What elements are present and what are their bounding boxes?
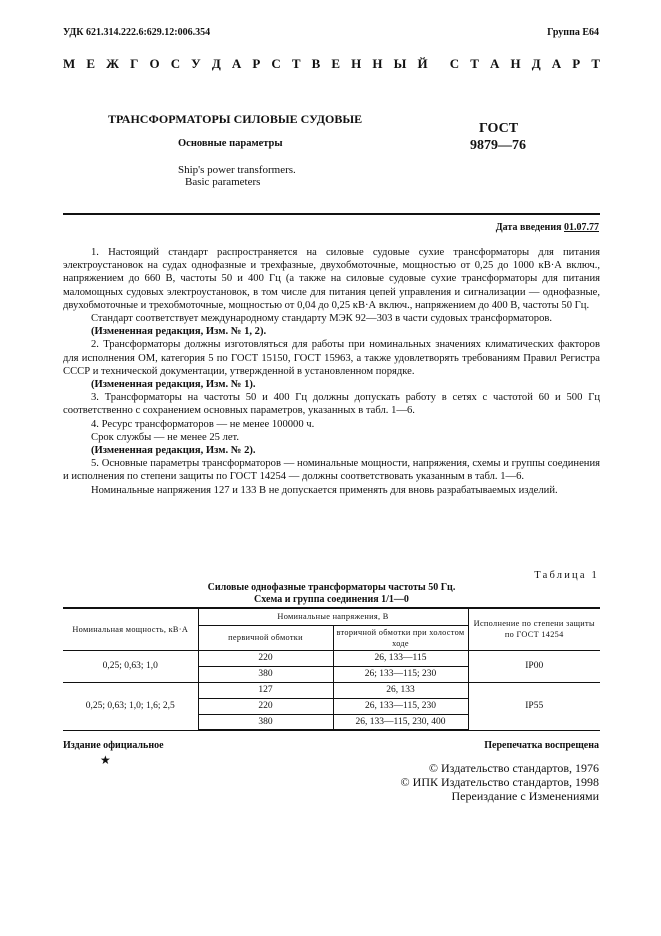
table-title-line-2: Схема и группа соединения 1/1—0 <box>254 594 409 605</box>
reprint-prohibited-note: Перепечатка воспрещена <box>484 740 599 751</box>
paragraph-4: 3. Трансформаторы на частоты 50 и 400 Гц должны допускать работу в сетях с частотой 60 и 500 Гц соответственно с сохранением основных параметров, указанных в табл. 1—6. <box>63 392 600 417</box>
table-label: Таблица 1 <box>534 570 599 581</box>
paragraph-3: 2. Трансформаторы должны изготовляться для работы при номинальных значениях климатических факторов для исполнения ОМ, категория 5 по ГОСТ 15150, ГОСТ 15963, а также удовлетворять требованиям Правил Регистра СССР и технической документации, утвержденной в установленном порядке. <box>63 339 600 377</box>
secondary-cell: 26; 133—115; 230 <box>333 666 468 682</box>
secondary-cell: 26, 133—115, 230, 400 <box>333 714 468 730</box>
header-voltages: Номинальные напряжения, В <box>198 608 468 625</box>
table-row <box>63 682 600 698</box>
primary-cell: 380 <box>198 666 333 682</box>
amendment-note-3: (Измененная редакция, Изм. № 2). <box>91 445 256 457</box>
paragraph-2: Стандарт соответствует международному стандарту МЭК 92—303 в части судовых трансформаторов. <box>91 313 553 325</box>
official-edition-note: Издание официальное <box>63 740 164 751</box>
table-1 <box>63 607 600 731</box>
header-power: Номинальная мощность, кВ·А <box>63 608 198 650</box>
introduction-date <box>496 222 599 233</box>
document-body <box>63 246 600 497</box>
paragraph-6: Срок службы — не менее 25 лет. <box>91 431 240 443</box>
primary-cell: 380 <box>198 714 333 730</box>
interstate-standard-banner: М Е Ж Г О С У Д А Р С Т В Е Н Н Ы Й С Т А Н Д А Р Т <box>63 56 600 71</box>
paragraph-7: 5. Основные параметры трансформаторов — номинальные мощности, напряжения, схемы и группы соединения и исполнения по степени защиты по ГОСТ 14254 — должны соответствовать указанным в табл. 1—6. <box>63 458 600 483</box>
power-cell: 0,25; 0,63; 1,0; 1,6; 2,5 <box>63 682 198 730</box>
secondary-cell: 26, 133 <box>333 682 468 698</box>
copyright-1998: © ИПК Издательство стандартов, 1998 <box>400 775 599 789</box>
primary-cell: 220 <box>198 698 333 714</box>
udk-code: УДК 621.314.222.6:629.12:006.354 <box>63 27 211 38</box>
primary-cell: 127 <box>198 682 333 698</box>
gost-number: 9879—76 <box>470 138 526 153</box>
protection-cell: IP00 <box>468 650 600 682</box>
english-title: Ship's power transformers. <box>178 164 296 176</box>
star-icon: ★ <box>100 753 111 767</box>
power-cell: 0,25; 0,63; 1,0 <box>63 650 198 682</box>
header-secondary: вторичной обмотки при холостом ходе <box>333 625 468 650</box>
english-subtitle: Basic parameters <box>185 176 261 188</box>
document-title: ТРАНСФОРМАТОРЫ СИЛОВЫЕ СУДОВЫЕ <box>108 112 363 126</box>
copyright-1976: © Издательство стандартов, 1976 <box>428 761 599 775</box>
paragraph-1: 1. Настоящий стандарт распространяется на силовые судовые сухие трансформаторы для питания электроустановок на судах однофазные и трехфазные, двухобмоточные, мощностью от 0,25 до 1000 кВ·А включ., напряжением до 660 В, частоты 50 и 400 Гц (а также на силовые судовые сухие трансформаторы для питания маломощных судовых электроустановок, в том числе для питания цепей управления и сигнализации — однофазные, двухобмоточные и трехобмоточные, мощностью от 0,04 до 0,25 кВ·А включ., напряжением до 400 В, частоты 50 Гц. <box>63 247 600 311</box>
gost-label: ГОСТ <box>479 121 519 136</box>
amendment-note-2: (Измененная редакция, Изм. № 1). <box>91 379 256 391</box>
protection-cell: IP55 <box>468 682 600 730</box>
header-protection: Исполнение по степени защиты по ГОСТ 14254 <box>468 608 600 650</box>
introduction-date-label: Дата введения <box>495 222 562 233</box>
amendment-note-1: (Измененная редакция, Изм. № 1, 2). <box>91 326 267 338</box>
table-title-line-1: Силовые однофазные трансформаторы частоты 50 Гц. <box>207 582 456 593</box>
secondary-cell: 26, 133—115, 230 <box>333 698 468 714</box>
document-subtitle: Основные параметры <box>178 138 283 149</box>
table-title <box>63 582 600 606</box>
paragraph-5: 4. Ресурс трансформаторов — не менее 100000 ч. <box>91 418 315 430</box>
group-code: Группа Е64 <box>547 27 599 38</box>
table-row <box>63 650 600 666</box>
header-divider <box>63 213 600 215</box>
secondary-cell: 26, 133—115 <box>333 650 468 666</box>
introduction-date-value: 01.07.77 <box>564 222 599 233</box>
paragraph-8: Номинальные напряжения 127 и 133 В не допускается применять для вновь разрабатываемых изделий. <box>91 484 558 496</box>
header-primary: первичной обмотки <box>198 625 333 650</box>
reissue-note: Переиздание с Изменениями <box>451 789 599 803</box>
primary-cell: 220 <box>198 650 333 666</box>
